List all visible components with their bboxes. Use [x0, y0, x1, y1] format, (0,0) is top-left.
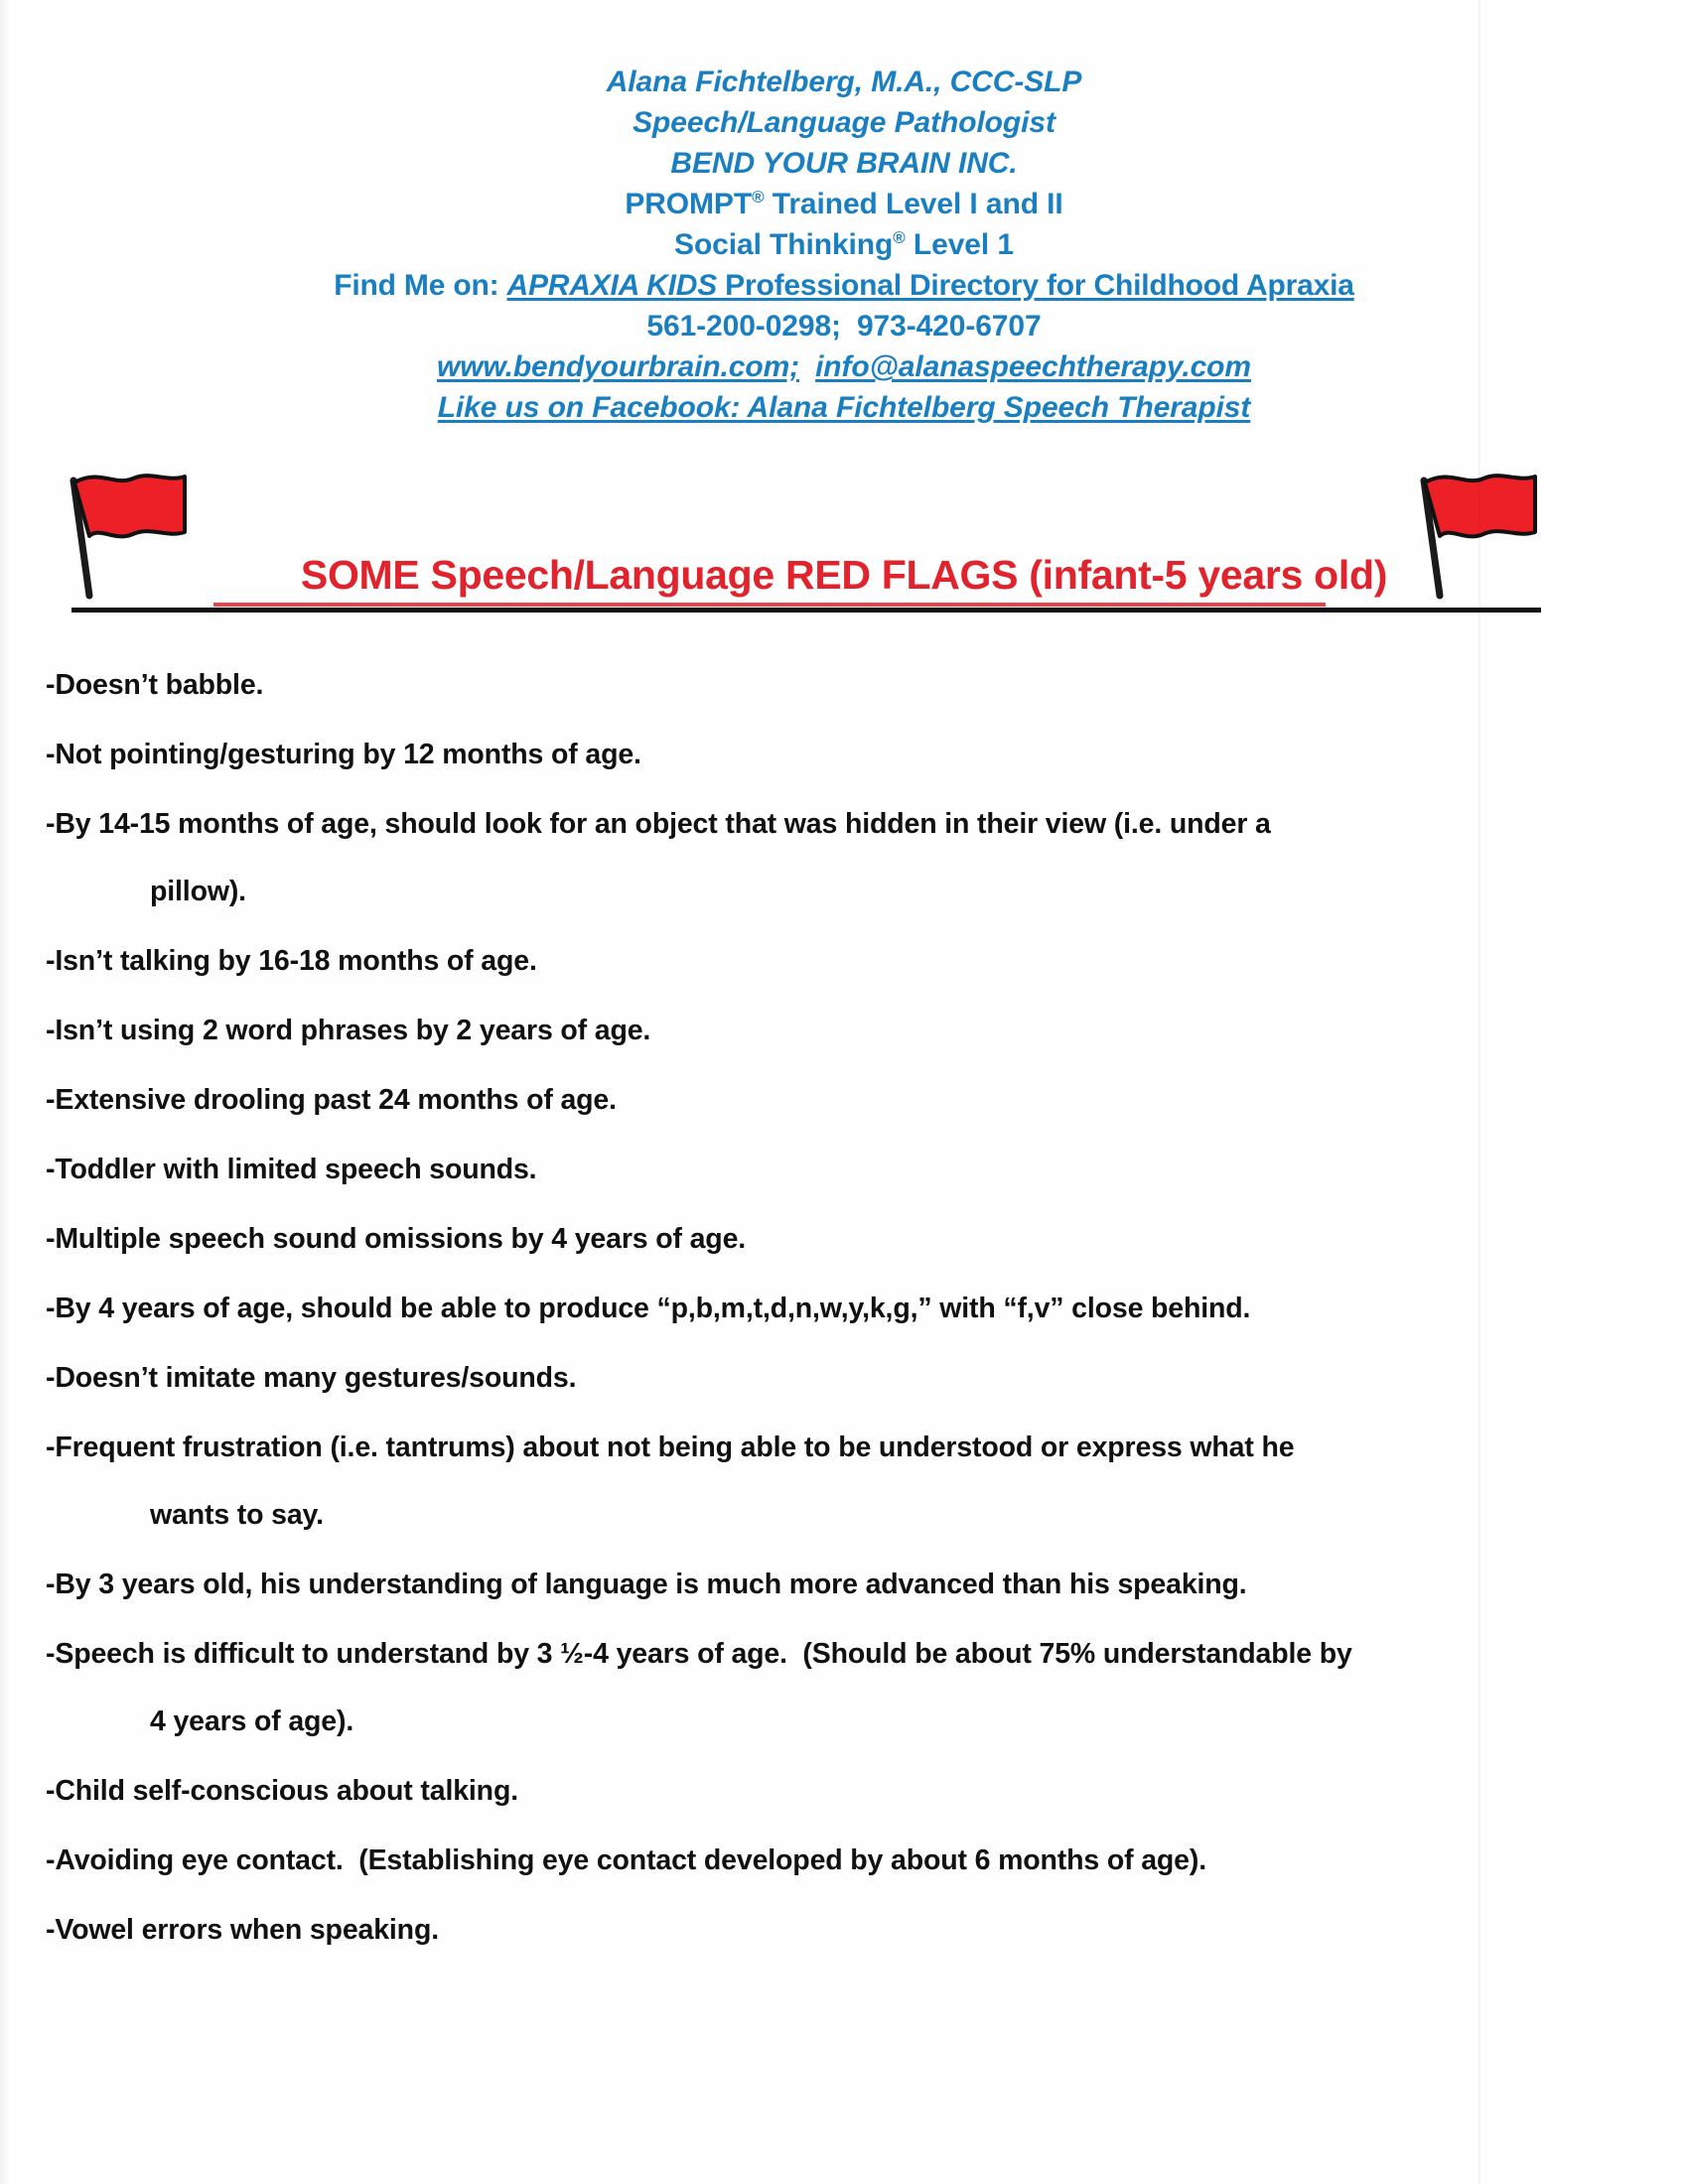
- email-link[interactable]: info@alanaspeechtherapy.com: [815, 350, 1251, 383]
- list-item-text: -Isn’t using 2 word phrases by 2 years of age.: [46, 1015, 651, 1046]
- header-clinician-name: Alana Fichtelberg, M.A., CCC-SLP: [606, 66, 1082, 98]
- list-item: [0, 737, 1688, 772]
- list-item: [0, 1773, 1688, 1809]
- list-item: [0, 1082, 1688, 1118]
- list-item-text: -Vowel errors when speaking.: [46, 1914, 439, 1946]
- red-flags-list: [0, 667, 1688, 1981]
- list-item-text: -Doesn’t imitate many gestures/sounds.: [46, 1362, 577, 1394]
- list-item: [0, 1430, 1688, 1533]
- list-item: [0, 1221, 1688, 1257]
- list-item: [0, 667, 1688, 703]
- list-item: [0, 1360, 1688, 1396]
- list-item-text: -Isn’t talking by 16-18 months of age.: [46, 945, 537, 977]
- phone-number-primary[interactable]: 561-200-0298;: [646, 310, 841, 342]
- header-company-name: BEND YOUR BRAIN INC.: [670, 147, 1018, 180]
- social-thinking-level: Level 1: [905, 228, 1014, 261]
- title-underline-red: [213, 603, 1326, 607]
- list-item-text: -By 4 years of age, should be able to produce “p,b,m,t,d,n,w,y,k,g,” with “f,v” close behind.: [46, 1293, 1251, 1324]
- list-item-text: -Child self-conscious about talking.: [46, 1775, 518, 1807]
- apraxia-kids-link[interactable]: APRAXIA KIDS: [506, 269, 718, 302]
- header-social-thinking-certification: [0, 224, 1688, 265]
- apraxia-kids-directory-link[interactable]: Professional Directory for Childhood Apraxia: [717, 269, 1354, 302]
- header-profession: Speech/Language Pathologist: [633, 106, 1055, 139]
- social-thinking-label: Social Thinking: [674, 228, 894, 261]
- list-item: [0, 1843, 1688, 1878]
- list-item-text: -Avoiding eye contact. (Establishing eye contact developed by about 6 months of age).: [46, 1844, 1206, 1876]
- list-item-text: -Extensive drooling past 24 months of age.: [46, 1084, 617, 1116]
- list-item-text: -Not pointing/gesturing by 12 months of age.: [46, 739, 641, 770]
- list-item: [0, 943, 1688, 979]
- list-item-text: -Multiple speech sound omissions by 4 years of age.: [46, 1223, 747, 1255]
- header-phone-line: [0, 306, 1688, 346]
- list-item-text: -Toddler with limited speech sounds.: [46, 1154, 537, 1185]
- page-title: SOME Speech/Language RED FLAGS (infant-5 years old): [300, 552, 1388, 598]
- list-item-text: -By 3 years old, his understanding of language is much more advanced than his speaking.: [46, 1569, 1247, 1600]
- list-item-text: -Doesn’t babble.: [46, 669, 264, 701]
- list-item-text: -By 14-15 months of age, should look for an object that was hidden in their view (i.e. under a: [46, 808, 1271, 840]
- list-item: [0, 1291, 1688, 1326]
- list-item: [0, 1912, 1688, 1948]
- prompt-levels: Trained Level I and II: [764, 188, 1063, 220]
- header-web-line: [0, 346, 1688, 387]
- header-directory-line: [0, 265, 1688, 306]
- website-link[interactable]: www.bendyourbrain.com;: [437, 350, 800, 383]
- header-prompt-certification: [0, 184, 1688, 224]
- header-facebook-line: [0, 387, 1688, 428]
- list-item-continuation: pillow).: [150, 876, 246, 907]
- title-underline-rule: [71, 608, 1541, 613]
- list-item: [0, 1636, 1688, 1739]
- phone-number-secondary[interactable]: 973-420-6707: [856, 310, 1042, 342]
- find-me-on-label: Find Me on:: [334, 269, 507, 302]
- list-item-text: -Frequent frustration (i.e. tantrums) about not being able to be understood or express what he: [46, 1432, 1295, 1463]
- practice-header: [0, 62, 1688, 428]
- facebook-link[interactable]: Like us on Facebook: Alana Fichtelberg Speech Therapist: [437, 391, 1251, 424]
- list-item: [0, 1567, 1688, 1602]
- list-item: [0, 1152, 1688, 1187]
- prompt-label: PROMPT: [625, 188, 753, 220]
- list-item-text: -Speech is difficult to understand by 3 ½-4 years of age. (Should be about 75% understandable by: [46, 1638, 1352, 1670]
- registered-trademark-icon: ®: [893, 228, 906, 247]
- list-item-continuation: 4 years of age).: [150, 1706, 354, 1737]
- list-item-continuation: wants to say.: [150, 1499, 324, 1531]
- registered-trademark-icon: ®: [752, 188, 765, 206]
- list-item: [0, 1013, 1688, 1048]
- list-item: [0, 806, 1688, 909]
